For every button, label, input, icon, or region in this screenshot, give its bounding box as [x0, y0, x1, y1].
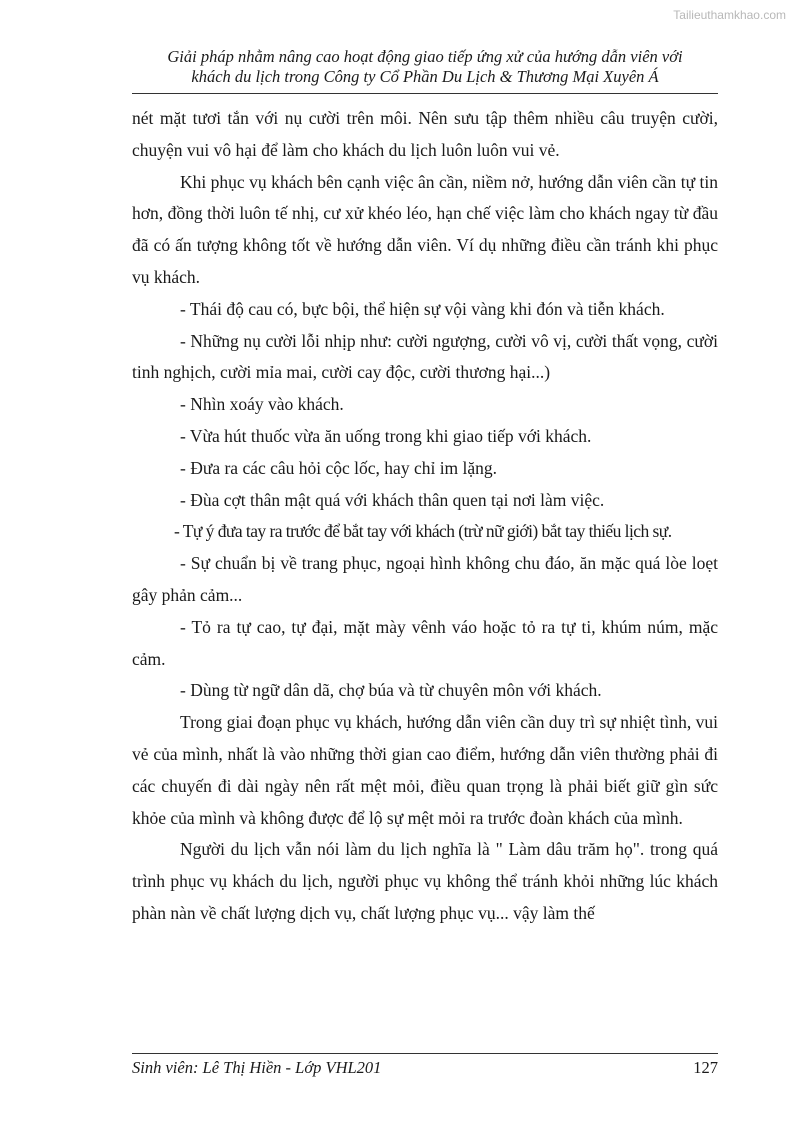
header-line-2: khách du lịch trong Công ty Cổ Phần Du Lịch & Thương Mại Xuyên Á	[191, 67, 659, 86]
list-item: - Sự chuẩn bị về trang phục, ngoại hình không chu đáo, ăn mặc quá lòe loẹt gây phản cảm...	[132, 553, 718, 605]
footer-divider	[132, 1053, 718, 1054]
footer-student: Sinh viên: Lê Thị Hiền - Lớp VHL201	[132, 1058, 382, 1077]
list-item: - Nhìn xoáy vào khách.	[180, 394, 344, 415]
list-item: - Thái độ cau có, bực bội, thể hiện sự vội vàng khi đón và tiễn khách.	[180, 298, 665, 319]
list-item: - Tỏ ra tự cao, tự đại, mặt mày vênh váo hoặc tỏ ra tự ti, khúm núm, mặc cảm.	[132, 616, 718, 669]
paragraph-4: Người du lịch vẫn nói làm du lịch nghĩa là " Làm dâu trăm họ". trong quá trình phục vụ khách du lịch, người phục vụ không thể tránh khỏi những lúc khách phàn nàn về chất lượng dịch vụ, chất lượng phục vụ... vậy làm thế	[132, 839, 718, 923]
running-header	[132, 47, 718, 87]
list-item: - Dùng từ ngữ dân dã, chợ búa và từ chuyên môn với khách.	[180, 680, 602, 701]
page-body	[132, 103, 718, 930]
page-number: 127	[693, 1058, 718, 1077]
watermark: Tailieuthamkhao.com	[673, 8, 786, 22]
paragraph-3: Trong giai đoạn phục vụ khách, hướng dẫn viên cần duy trì sự nhiệt tình, vui vẻ của mình, nhất là vào những thời gian cao điểm, hướng dẫn viên thường phải đi các chuyến đi dài ngày nên rất mệt mỏi, điều quan trọng là phải biết giữ gìn sức khỏe của mình và không được để lộ sự mệt mỏi ra trước đoàn khách của mình.	[132, 712, 718, 828]
header-divider	[132, 93, 718, 94]
paragraph-1: nét mặt tươi tắn với nụ cười trên môi. Nên sưu tập thêm nhiều câu truyện cười, chuyện vui vô hại để làm cho khách du lịch luôn luôn vui vẻ.	[132, 108, 718, 160]
header-line-1: Giải pháp nhằm nâng cao hoạt động giao tiếp ứng xử của hướng dẫn viên với	[167, 47, 683, 66]
list-item: - Tự ý đưa tay ra trước để bắt tay với khách (trừ nữ giới) bắt tay thiếu lịch sự.	[174, 521, 672, 542]
list-item: - Đưa ra các câu hỏi cộc lốc, hay chỉ im lặng.	[180, 457, 498, 478]
paragraph-2: Khi phục vụ khách bên cạnh việc ân cần, niềm nở, hướng dẫn viên cần tự tin hơn, đồng thời luôn tế nhị, cư xử khéo léo, hạn chế việc làm cho khách ngay từ đầu đã có ấn tượng không tốt về hướng dẫn viên. Ví dụ những điều cần tránh khi phục vụ khách.	[132, 171, 718, 287]
list-item: - Đùa cợt thân mật quá với khách thân quen tại nơi làm việc.	[180, 489, 605, 510]
list-item: - Những nụ cười lỗi nhịp như: cười ngượng, cười vô vị, cười thất vọng, cười tinh nghịch, cười mỉa mai, cười cay độc, cười thương hại...)	[132, 330, 718, 383]
list-item: - Vừa hút thuốc vừa ăn uống trong khi giao tiếp với khách.	[180, 425, 592, 446]
